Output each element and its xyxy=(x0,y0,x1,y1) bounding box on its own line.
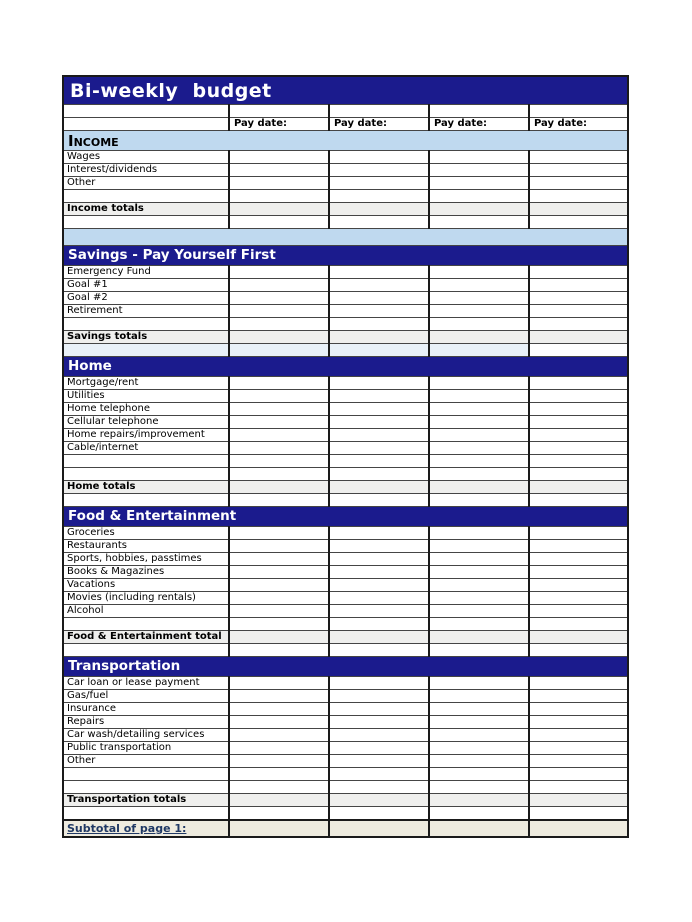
row-transportation xyxy=(63,657,628,677)
row-paydates-2 xyxy=(63,118,628,131)
amount-cell[interactable] xyxy=(329,605,429,618)
row-total-51 xyxy=(63,794,628,807)
amount-cell[interactable] xyxy=(329,105,429,118)
row-item-5 xyxy=(63,164,628,177)
amount-cell[interactable] xyxy=(329,527,429,540)
amount-cell[interactable] xyxy=(429,203,529,216)
amount-cell[interactable] xyxy=(229,468,329,481)
amount-cell[interactable] xyxy=(429,318,529,331)
amount-cell[interactable] xyxy=(429,540,529,553)
amount-cell[interactable] xyxy=(529,690,628,703)
amount-cell[interactable] xyxy=(429,527,529,540)
amount-cell[interactable] xyxy=(429,344,529,357)
amount-cell[interactable] xyxy=(429,644,529,657)
row-label: Alcohol xyxy=(63,605,229,618)
amount-cell[interactable] xyxy=(529,618,628,631)
row-label: Car wash/detailing services xyxy=(63,729,229,742)
amount-cell[interactable] xyxy=(329,344,429,357)
row-label xyxy=(63,344,229,357)
amount-cell[interactable] xyxy=(229,344,329,357)
amount-cell[interactable] xyxy=(329,403,429,416)
amount-cell[interactable] xyxy=(529,164,628,177)
pay-date-header: Pay date: xyxy=(529,118,628,131)
row-item-14 xyxy=(63,292,628,305)
section-header-transportation: Transportation xyxy=(63,657,628,677)
amount-cell[interactable] xyxy=(529,105,628,118)
amount-cell[interactable] xyxy=(429,631,529,644)
row-label: Gas/fuel xyxy=(63,690,229,703)
row-label: Sports, hobbies, passtimes xyxy=(63,553,229,566)
amount-cell[interactable] xyxy=(529,742,628,755)
row-item-27 xyxy=(63,468,628,481)
row-label xyxy=(63,781,229,794)
row-item-24 xyxy=(63,429,628,442)
amount-cell[interactable] xyxy=(229,481,329,494)
row-item-26 xyxy=(63,455,628,468)
amount-cell[interactable] xyxy=(329,820,429,837)
amount-cell[interactable] xyxy=(529,768,628,781)
row-label xyxy=(63,118,229,131)
row-item-7 xyxy=(63,190,628,203)
amount-cell[interactable] xyxy=(529,820,628,837)
amount-cell[interactable] xyxy=(229,716,329,729)
amount-cell[interactable] xyxy=(529,344,628,357)
amount-cell[interactable] xyxy=(329,553,429,566)
row-item-12 xyxy=(63,266,628,279)
row-total-39 xyxy=(63,631,628,644)
amount-cell[interactable] xyxy=(329,729,429,742)
amount-cell[interactable] xyxy=(329,807,429,821)
amount-cell[interactable] xyxy=(529,755,628,768)
amount-cell[interactable] xyxy=(329,690,429,703)
row-label: Insurance xyxy=(63,703,229,716)
amount-cell[interactable] xyxy=(529,266,628,279)
amount-cell[interactable] xyxy=(329,579,429,592)
row-label xyxy=(63,455,229,468)
amount-cell[interactable] xyxy=(429,390,529,403)
amount-cell[interactable] xyxy=(429,190,529,203)
row-label: Public transportation xyxy=(63,742,229,755)
row-band-10 xyxy=(63,229,628,246)
amount-cell[interactable] xyxy=(229,190,329,203)
row-label: Wages xyxy=(63,151,229,164)
row-item-45 xyxy=(63,716,628,729)
row-total-8 xyxy=(63,203,628,216)
amount-cell[interactable] xyxy=(529,429,628,442)
total-label: Savings totals xyxy=(63,331,229,344)
row-item-29 xyxy=(63,494,628,507)
amount-cell[interactable] xyxy=(229,279,329,292)
row-item-20 xyxy=(63,377,628,390)
row-label xyxy=(63,768,229,781)
amount-cell[interactable] xyxy=(429,442,529,455)
amount-cell[interactable] xyxy=(329,794,429,807)
section-header-food-entertainment: Food & Entertainment xyxy=(63,507,628,527)
row-label xyxy=(63,190,229,203)
row-label: Emergency Fund xyxy=(63,266,229,279)
amount-cell[interactable] xyxy=(429,177,529,190)
amount-cell[interactable] xyxy=(329,566,429,579)
row-label xyxy=(63,105,229,118)
row-item-49 xyxy=(63,768,628,781)
amount-cell[interactable] xyxy=(429,592,529,605)
amount-cell[interactable] xyxy=(329,716,429,729)
amount-cell[interactable] xyxy=(429,618,529,631)
amount-cell[interactable] xyxy=(329,442,429,455)
row-item-15 xyxy=(63,305,628,318)
row-item-23 xyxy=(63,416,628,429)
amount-cell[interactable] xyxy=(529,377,628,390)
amount-cell[interactable] xyxy=(329,703,429,716)
amount-cell[interactable] xyxy=(229,429,329,442)
amount-cell[interactable] xyxy=(429,690,529,703)
amount-cell[interactable] xyxy=(229,390,329,403)
amount-cell[interactable] xyxy=(329,151,429,164)
amount-cell[interactable] xyxy=(329,318,429,331)
amount-cell[interactable] xyxy=(229,266,329,279)
row-item-31 xyxy=(63,527,628,540)
row-item-50 xyxy=(63,781,628,794)
amount-cell[interactable] xyxy=(429,416,529,429)
amount-cell[interactable] xyxy=(229,105,329,118)
row-item-25 xyxy=(63,442,628,455)
amount-cell[interactable] xyxy=(229,605,329,618)
row-item-42 xyxy=(63,677,628,690)
row-item-38 xyxy=(63,618,628,631)
row-label: Other xyxy=(63,177,229,190)
amount-cell[interactable] xyxy=(329,540,429,553)
amount-cell[interactable] xyxy=(329,331,429,344)
row-spacer-1 xyxy=(63,105,628,118)
row-savings xyxy=(63,246,628,266)
amount-cell[interactable] xyxy=(329,631,429,644)
amount-cell[interactable] xyxy=(329,266,429,279)
amount-cell[interactable] xyxy=(229,781,329,794)
amount-cell[interactable] xyxy=(429,729,529,742)
row-label: Utilities xyxy=(63,390,229,403)
budget-table xyxy=(62,75,629,838)
amount-cell[interactable] xyxy=(229,592,329,605)
row-label xyxy=(63,494,229,507)
amount-cell[interactable] xyxy=(529,592,628,605)
amount-cell[interactable] xyxy=(529,781,628,794)
amount-cell[interactable] xyxy=(429,566,529,579)
amount-cell[interactable] xyxy=(529,318,628,331)
amount-cell[interactable] xyxy=(229,494,329,507)
amount-cell[interactable] xyxy=(329,203,429,216)
row-label: Goal #1 xyxy=(63,279,229,292)
amount-cell[interactable] xyxy=(229,566,329,579)
amount-cell[interactable] xyxy=(529,527,628,540)
amount-cell[interactable] xyxy=(229,455,329,468)
amount-cell[interactable] xyxy=(229,292,329,305)
amount-cell[interactable] xyxy=(529,644,628,657)
amount-cell[interactable] xyxy=(429,266,529,279)
amount-cell[interactable] xyxy=(329,177,429,190)
amount-cell[interactable] xyxy=(329,468,429,481)
row-label: Books & Magazines xyxy=(63,566,229,579)
row-item-48 xyxy=(63,755,628,768)
amount-cell[interactable] xyxy=(529,151,628,164)
amount-cell[interactable] xyxy=(429,151,529,164)
amount-cell[interactable] xyxy=(529,177,628,190)
total-label: Income totals xyxy=(63,203,229,216)
row-item-32 xyxy=(63,540,628,553)
amount-cell[interactable] xyxy=(429,703,529,716)
amount-cell[interactable] xyxy=(429,377,529,390)
amount-cell[interactable] xyxy=(229,305,329,318)
amount-cell[interactable] xyxy=(329,377,429,390)
row-item-6 xyxy=(63,177,628,190)
subtotal-label: Subtotal of page 1: xyxy=(63,820,229,837)
amount-cell[interactable] xyxy=(529,481,628,494)
amount-cell[interactable] xyxy=(329,216,429,229)
amount-cell[interactable] xyxy=(429,820,529,837)
total-label: Food & Entertainment total xyxy=(63,631,229,644)
amount-cell[interactable] xyxy=(429,331,529,344)
amount-cell[interactable] xyxy=(529,331,628,344)
amount-cell[interactable] xyxy=(329,592,429,605)
amount-cell[interactable] xyxy=(229,794,329,807)
amount-cell[interactable] xyxy=(529,703,628,716)
amount-cell[interactable] xyxy=(229,164,329,177)
amount-cell[interactable] xyxy=(429,455,529,468)
amount-cell[interactable] xyxy=(229,618,329,631)
row-label: Restaurants xyxy=(63,540,229,553)
amount-cell[interactable] xyxy=(229,442,329,455)
row-label xyxy=(63,318,229,331)
amount-cell[interactable] xyxy=(229,703,329,716)
row-label: Car loan or lease payment xyxy=(63,677,229,690)
amount-cell[interactable] xyxy=(529,190,628,203)
amount-cell[interactable] xyxy=(529,216,628,229)
amount-cell[interactable] xyxy=(329,768,429,781)
amount-cell[interactable] xyxy=(429,716,529,729)
amount-cell[interactable] xyxy=(529,455,628,468)
row-item-44 xyxy=(63,703,628,716)
row-food-entertainment xyxy=(63,507,628,527)
total-label: Transportation totals xyxy=(63,794,229,807)
amount-cell[interactable] xyxy=(529,390,628,403)
row-total-17 xyxy=(63,331,628,344)
amount-cell[interactable] xyxy=(429,481,529,494)
row-label xyxy=(63,618,229,631)
row-item-33 xyxy=(63,553,628,566)
row-income xyxy=(63,131,628,151)
row-item-52 xyxy=(63,807,628,821)
amount-cell[interactable] xyxy=(429,429,529,442)
amount-cell[interactable] xyxy=(429,781,529,794)
amount-cell[interactable] xyxy=(529,540,628,553)
amount-cell[interactable] xyxy=(529,305,628,318)
amount-cell[interactable] xyxy=(429,403,529,416)
amount-cell[interactable] xyxy=(329,781,429,794)
amount-cell[interactable] xyxy=(529,605,628,618)
row-label: Cable/internet xyxy=(63,442,229,455)
row-label xyxy=(63,216,229,229)
row-label: Home telephone xyxy=(63,403,229,416)
row-item-47 xyxy=(63,742,628,755)
row-item-35 xyxy=(63,579,628,592)
row-label xyxy=(63,468,229,481)
amount-cell[interactable] xyxy=(529,416,628,429)
row-label: Home repairs/improvement xyxy=(63,429,229,442)
amount-cell[interactable] xyxy=(429,292,529,305)
row-label: Movies (including rentals) xyxy=(63,592,229,605)
amount-cell[interactable] xyxy=(229,203,329,216)
amount-cell[interactable] xyxy=(229,416,329,429)
row-item-13 xyxy=(63,279,628,292)
amount-cell[interactable] xyxy=(229,377,329,390)
row-item-21 xyxy=(63,390,628,403)
amount-cell[interactable] xyxy=(529,794,628,807)
pay-date-header: Pay date: xyxy=(329,118,429,131)
amount-cell[interactable] xyxy=(429,305,529,318)
amount-cell[interactable] xyxy=(529,403,628,416)
amount-cell[interactable] xyxy=(229,331,329,344)
row-total-28 xyxy=(63,481,628,494)
section-header-savings: Savings - Pay Yourself First xyxy=(63,246,628,266)
amount-cell[interactable] xyxy=(529,494,628,507)
amount-cell[interactable] xyxy=(429,164,529,177)
divider-band xyxy=(63,229,628,246)
amount-cell[interactable] xyxy=(229,403,329,416)
amount-cell[interactable] xyxy=(529,442,628,455)
amount-cell[interactable] xyxy=(529,631,628,644)
row-item-40 xyxy=(63,644,628,657)
row-item-46 xyxy=(63,729,628,742)
amount-cell[interactable] xyxy=(429,677,529,690)
amount-cell[interactable] xyxy=(529,677,628,690)
amount-cell[interactable] xyxy=(329,292,429,305)
amount-cell[interactable] xyxy=(329,644,429,657)
amount-cell[interactable] xyxy=(229,820,329,837)
row-home xyxy=(63,357,628,377)
row-label: Vacations xyxy=(63,579,229,592)
amount-cell[interactable] xyxy=(329,390,429,403)
row-label xyxy=(63,644,229,657)
row-item-4 xyxy=(63,151,628,164)
amount-cell[interactable] xyxy=(529,292,628,305)
row-label: Mortgage/rent xyxy=(63,377,229,390)
amount-cell[interactable] xyxy=(229,540,329,553)
amount-cell[interactable] xyxy=(529,553,628,566)
amount-cell[interactable] xyxy=(529,716,628,729)
row-label: Repairs xyxy=(63,716,229,729)
amount-cell[interactable] xyxy=(329,305,429,318)
amount-cell[interactable] xyxy=(229,690,329,703)
amount-cell[interactable] xyxy=(329,481,429,494)
row-label: Cellular telephone xyxy=(63,416,229,429)
row-item-43 xyxy=(63,690,628,703)
amount-cell[interactable] xyxy=(229,553,329,566)
amount-cell[interactable] xyxy=(329,416,429,429)
amount-cell[interactable] xyxy=(229,742,329,755)
amount-cell[interactable] xyxy=(529,279,628,292)
amount-cell[interactable] xyxy=(329,742,429,755)
row-item-34 xyxy=(63,566,628,579)
amount-cell[interactable] xyxy=(429,579,529,592)
amount-cell[interactable] xyxy=(429,768,529,781)
amount-cell[interactable] xyxy=(329,190,429,203)
row-label: Groceries xyxy=(63,527,229,540)
amount-cell[interactable] xyxy=(429,279,529,292)
row-subtotal-53 xyxy=(63,820,628,837)
amount-cell[interactable] xyxy=(329,618,429,631)
amount-cell[interactable] xyxy=(529,807,628,821)
amount-cell[interactable] xyxy=(429,755,529,768)
amount-cell[interactable] xyxy=(429,605,529,618)
amount-cell[interactable] xyxy=(229,527,329,540)
amount-cell[interactable] xyxy=(429,216,529,229)
amount-cell[interactable] xyxy=(229,768,329,781)
amount-cell[interactable] xyxy=(329,429,429,442)
amount-cell[interactable] xyxy=(529,203,628,216)
amount-cell[interactable] xyxy=(429,468,529,481)
row-item-37 xyxy=(63,605,628,618)
amount-cell[interactable] xyxy=(229,177,329,190)
row-label: Interest/dividends xyxy=(63,164,229,177)
section-header-home: Home xyxy=(63,357,628,377)
amount-cell[interactable] xyxy=(429,553,529,566)
amount-cell[interactable] xyxy=(429,807,529,821)
amount-cell[interactable] xyxy=(329,279,429,292)
row-label: Other xyxy=(63,755,229,768)
amount-cell[interactable] xyxy=(529,566,628,579)
pay-date-header: Pay date: xyxy=(429,118,529,131)
amount-cell[interactable] xyxy=(429,742,529,755)
amount-cell[interactable] xyxy=(529,468,628,481)
amount-cell[interactable] xyxy=(529,729,628,742)
amount-cell[interactable] xyxy=(429,105,529,118)
amount-cell[interactable] xyxy=(229,677,329,690)
amount-cell[interactable] xyxy=(229,631,329,644)
amount-cell[interactable] xyxy=(229,151,329,164)
amount-cell[interactable] xyxy=(229,729,329,742)
amount-cell[interactable] xyxy=(329,455,429,468)
amount-cell[interactable] xyxy=(329,164,429,177)
amount-cell[interactable] xyxy=(329,494,429,507)
amount-cell[interactable] xyxy=(229,755,329,768)
row-label: Goal #2 xyxy=(63,292,229,305)
row-item-16 xyxy=(63,318,628,331)
amount-cell[interactable] xyxy=(229,807,329,821)
row-title-0 xyxy=(63,76,628,105)
total-label: Home totals xyxy=(63,481,229,494)
pay-date-header: Pay date: xyxy=(229,118,329,131)
amount-cell[interactable] xyxy=(429,794,529,807)
row-label: Retirement xyxy=(63,305,229,318)
amount-cell[interactable] xyxy=(329,755,429,768)
amount-cell[interactable] xyxy=(229,216,329,229)
amount-cell[interactable] xyxy=(229,579,329,592)
amount-cell[interactable] xyxy=(229,318,329,331)
row-label xyxy=(63,807,229,821)
section-header-income: Income xyxy=(63,131,628,151)
document-title: Bi-weekly budget xyxy=(63,76,628,105)
amount-cell[interactable] xyxy=(329,677,429,690)
row-item-9 xyxy=(63,216,628,229)
amount-cell[interactable] xyxy=(429,494,529,507)
row-item-22 xyxy=(63,403,628,416)
row-item-36 xyxy=(63,592,628,605)
row-tint-18 xyxy=(63,344,628,357)
amount-cell[interactable] xyxy=(229,644,329,657)
amount-cell[interactable] xyxy=(529,579,628,592)
